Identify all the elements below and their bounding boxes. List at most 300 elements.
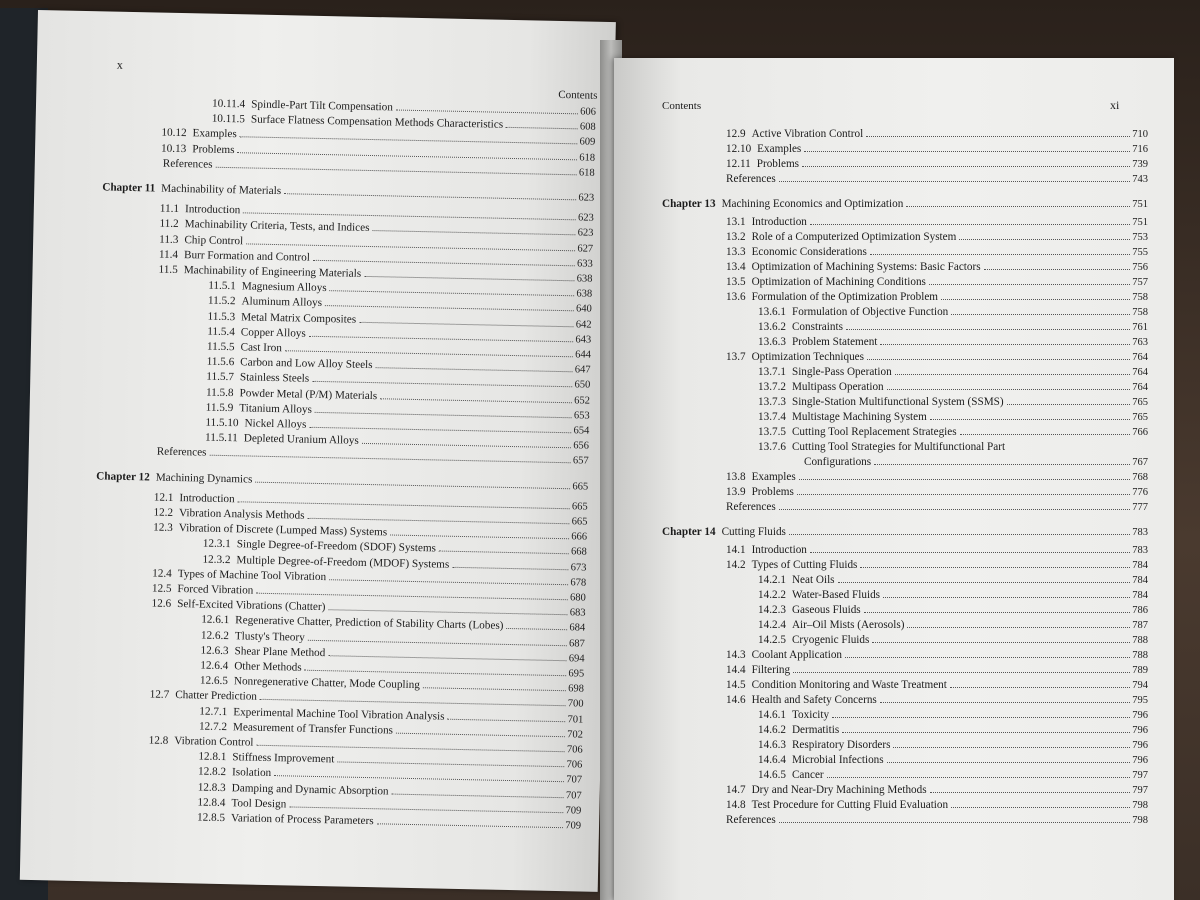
leader-dots	[793, 672, 1130, 673]
entry-title: Examples	[757, 143, 802, 155]
entry-number: 11.5.8	[205, 386, 234, 399]
entry-number: 14.1	[726, 544, 746, 556]
leader-dots	[804, 151, 1130, 152]
entry-page-number: 763	[1132, 337, 1148, 348]
toc-entry	[726, 664, 1148, 677]
entry-page-number: 797	[1132, 785, 1148, 796]
toc-entry	[758, 754, 1148, 767]
entry-page-number: 751	[1132, 217, 1148, 228]
entry-page-number: 606	[580, 106, 597, 118]
leader-dots	[209, 455, 570, 464]
toc-entry	[758, 366, 1148, 379]
entry-title: Cancer	[791, 769, 824, 781]
leader-dots	[864, 612, 1131, 613]
entry-number: 14.7	[726, 784, 746, 796]
toc-entry	[726, 544, 1148, 557]
leader-dots	[380, 398, 572, 403]
entry-page-number: 761	[1132, 322, 1148, 333]
entry-number: 12.4	[152, 567, 172, 580]
entry-number: 13.7.5	[758, 426, 786, 438]
entry-number: Chapter 13	[662, 198, 716, 210]
entry-page-number: 788	[1132, 635, 1148, 646]
entry-title: Types of Machine Tool Vibration	[177, 567, 327, 583]
entry-number: 11.5.5	[206, 340, 235, 354]
entry-number: 12.6.4	[200, 659, 229, 673]
entry-number: 12.5	[151, 582, 172, 595]
entry-page-number: 609	[579, 136, 596, 149]
toc-entry	[758, 321, 1148, 334]
entry-number: 14.6.1	[758, 709, 786, 721]
leader-dots	[797, 494, 1130, 495]
leader-dots	[866, 136, 1130, 137]
entry-page-number: 698	[568, 683, 585, 695]
entry-number: 12.6.2	[200, 629, 230, 642]
entry-title: References	[726, 173, 776, 185]
leader-dots	[396, 110, 578, 115]
entry-page-number: 706	[566, 759, 583, 771]
entry-number: 10.12	[161, 127, 187, 140]
entry-page-number: 665	[571, 501, 588, 513]
entry-title: Coolant Application	[751, 649, 843, 661]
leader-dots	[328, 609, 567, 615]
entry-number: 12.8.1	[198, 750, 227, 764]
entry-page-number: 643	[575, 334, 592, 346]
running-head: Contents	[662, 100, 702, 112]
entry-title: Cutting Tool Replacement Strategies	[791, 426, 957, 438]
toc-entry	[726, 649, 1148, 662]
entry-title: Single-Station Multifunctional System (SSMS)	[791, 396, 1004, 408]
entry-number: 14.6.5	[758, 769, 786, 781]
entry-number: Chapter 14	[662, 526, 716, 538]
leader-dots	[308, 639, 567, 645]
entry-title: Machinability Criteria, Tests, and Indices	[184, 218, 370, 235]
leader-dots	[907, 627, 1130, 628]
leader-dots	[883, 597, 1130, 598]
leader-dots	[941, 299, 1130, 300]
entry-title: Neat Oils	[791, 574, 835, 586]
entry-title: Machinability of Materials	[161, 182, 282, 198]
entry-title: Self-Excited Vibrations (Chatter)	[177, 598, 326, 614]
entry-page-number: 633	[576, 258, 593, 270]
leader-dots	[887, 389, 1131, 390]
entry-page-number: 654	[573, 425, 590, 437]
entry-title: Carbon and Low Alloy Steels	[240, 356, 373, 372]
entry-title: Dry and Near-Dry Machining Methods	[751, 784, 927, 796]
entry-page-number: 764	[1132, 367, 1148, 378]
entry-number: 14.6.2	[758, 724, 786, 736]
leader-dots	[337, 762, 564, 768]
entry-title: References	[726, 501, 776, 513]
entry-title: Introduction	[179, 491, 235, 506]
entry-page-number: 796	[1132, 755, 1148, 766]
entry-number: 11.5.1	[208, 279, 236, 293]
entry-number: 11.5	[158, 263, 178, 276]
leader-dots	[396, 732, 565, 737]
toc-entry	[758, 634, 1148, 647]
entry-page-number: 798	[1132, 815, 1148, 826]
entry-page-number: 638	[576, 288, 593, 300]
entry-number: 12.8.5	[196, 811, 226, 825]
running-head: Contents	[558, 88, 598, 102]
leader-dots	[364, 276, 575, 281]
entry-title: References	[162, 157, 213, 171]
entry-title: Stainless Steels	[239, 371, 310, 386]
toc-entry	[758, 769, 1148, 782]
entry-title: Stiffness Improvement	[232, 751, 335, 766]
entry-page-number: 768	[1132, 472, 1148, 483]
leader-dots	[951, 807, 1130, 808]
entry-number: 10.13	[161, 142, 187, 155]
entry-title: Toxicity	[791, 709, 830, 721]
leader-dots	[305, 670, 567, 676]
entry-title: Aluminum Alloys	[241, 295, 323, 310]
entry-page-number: 764	[1132, 382, 1148, 393]
leader-dots	[390, 535, 569, 540]
leader-dots	[312, 381, 572, 387]
toc-entry	[726, 246, 1148, 259]
entry-title: Vibration Control	[174, 735, 254, 749]
entry-number: Chapter 11	[102, 181, 156, 195]
entry-title: Measurement of Transfer Functions	[232, 721, 394, 737]
entry-page-number: 653	[573, 410, 590, 422]
leader-dots	[802, 166, 1130, 167]
entry-page-number: 623	[577, 227, 594, 240]
leader-dots	[392, 793, 564, 798]
toc-entry	[758, 396, 1148, 409]
entry-page-number: 618	[579, 151, 596, 164]
toc-entry	[726, 158, 1148, 171]
entry-number: 14.3	[726, 649, 746, 661]
leader-dots	[779, 509, 1131, 510]
entry-number: 14.2.5	[758, 634, 786, 646]
entry-title: Types of Cutting Fluids	[751, 559, 858, 571]
entry-title: Cutting Fluids	[721, 526, 786, 538]
entry-number: 11.4	[158, 248, 179, 261]
entry-title: Test Procedure for Cutting Fluid Evaluation	[751, 799, 949, 811]
entry-number: 12.6.1	[201, 613, 230, 627]
entry-number: 12.10	[726, 143, 752, 155]
entry-title: Role of a Computerized Optimization System	[751, 231, 957, 243]
toc-entry	[726, 143, 1148, 156]
leader-dots	[359, 321, 574, 326]
leader-dots	[260, 699, 566, 706]
entry-title: Introduction	[184, 203, 241, 217]
entry-title: Chatter Prediction	[175, 689, 258, 704]
entry-title: Isolation	[231, 766, 272, 780]
entry-page-number: 706	[566, 744, 583, 756]
entry-page-number: 764	[1132, 352, 1148, 363]
leader-dots	[215, 167, 576, 176]
entry-number: 12.8.3	[197, 781, 226, 794]
entry-number: 14.2.1	[758, 574, 786, 586]
entry-page-number: 776	[1132, 487, 1148, 498]
entry-page-number: 765	[1132, 412, 1148, 423]
entry-number: 12.6.3	[200, 644, 229, 657]
toc-entry	[726, 261, 1148, 274]
leader-dots	[880, 344, 1130, 345]
entry-number: 14.5	[726, 679, 746, 691]
toc-entry	[758, 306, 1148, 319]
entry-page-number: 709	[565, 805, 582, 817]
entry-number: 12.8.4	[197, 796, 226, 809]
entry-number: 14.2	[726, 559, 746, 571]
entry-number: 11.1	[159, 202, 180, 216]
entry-number: 14.6.4	[758, 754, 786, 766]
leader-dots	[377, 823, 564, 828]
entry-number: 12.8	[148, 734, 169, 747]
entry-page-number: 798	[1132, 800, 1148, 811]
toc-entry	[726, 291, 1148, 304]
leader-dots	[832, 717, 1130, 718]
leader-dots	[1007, 404, 1131, 405]
entry-page-number: 707	[565, 789, 582, 802]
toc-entry	[758, 411, 1148, 424]
toc-entry	[758, 336, 1148, 349]
entry-title: Introduction	[751, 544, 807, 556]
toc-chapter-entry	[662, 198, 1148, 211]
leader-dots	[506, 127, 578, 130]
leader-dots	[285, 350, 573, 357]
entry-number: 12.1	[153, 491, 174, 504]
entry-title: Economic Considerations	[751, 246, 867, 258]
entry-page-number: 701	[567, 713, 584, 726]
entry-title: Variation of Process Parameters	[230, 812, 374, 828]
entry-title: Filtering	[751, 664, 791, 676]
entry-title: Depleted Uranium Alloys	[243, 432, 359, 447]
entry-number: 13.7.6	[758, 441, 786, 453]
entry-title: Machining Economics and Optimization	[721, 198, 904, 210]
leader-dots	[779, 822, 1131, 823]
entry-title: Nonregenerative Chatter, Mode Coupling	[233, 675, 421, 692]
entry-page-number: 678	[570, 577, 587, 589]
entry-number: 12.8.2	[197, 765, 227, 779]
entry-title: Nickel Alloys	[244, 417, 307, 431]
entry-title: Titanium Alloys	[239, 402, 313, 416]
toc-entry	[758, 589, 1148, 602]
entry-number: 12.7	[149, 688, 170, 702]
toc-entry	[726, 276, 1148, 289]
entry-number: 12.3	[153, 521, 173, 535]
entry-title: Formulation of Objective Function	[791, 306, 949, 318]
entry-page-number: 707	[566, 774, 583, 786]
entry-title: Vibration Analysis Methods	[178, 507, 305, 522]
entry-title: Vibration of Discrete (Lumped Mass) Systems	[178, 522, 388, 539]
entry-number: 11.5.3	[207, 310, 236, 323]
toc-entry	[758, 426, 1148, 439]
entry-title: Tlusty's Theory	[234, 629, 305, 644]
leader-dots	[870, 254, 1130, 255]
entry-title: Multipass Operation	[791, 381, 884, 393]
entry-page-number: 650	[574, 379, 591, 392]
entry-page-number: 783	[1132, 527, 1148, 538]
entry-page-number: 700	[567, 698, 584, 710]
leader-dots	[845, 657, 1130, 658]
toc-entry	[726, 784, 1148, 797]
toc-entry	[726, 128, 1148, 141]
entry-number: 13.3	[726, 246, 746, 258]
entry-number: 12.7.1	[199, 705, 228, 718]
entry-number: 12.11	[726, 158, 751, 170]
entry-title: Problems	[756, 158, 800, 170]
leader-dots	[362, 443, 572, 448]
entry-number: 11.5.6	[206, 355, 235, 369]
entry-title: Gaseous Fluids	[791, 604, 861, 616]
entry-number: 13.7.1	[758, 366, 786, 378]
leader-dots	[860, 567, 1130, 568]
entry-number: 11.5.9	[205, 401, 234, 414]
leader-dots	[284, 193, 576, 200]
toc-entry	[726, 351, 1148, 364]
toc-entry	[758, 709, 1148, 722]
entry-title: Problems	[192, 142, 235, 156]
entry-page-number: 796	[1132, 740, 1148, 751]
leader-dots	[951, 314, 1130, 315]
entry-number: 13.6	[726, 291, 746, 303]
entry-page-number: 796	[1132, 725, 1148, 736]
entry-page-number: 623	[578, 192, 595, 204]
entry-title: Multistage Machining System	[791, 411, 927, 423]
entry-page-number: 758	[1132, 307, 1148, 318]
entry-number: 11.5.10	[205, 416, 239, 430]
toc-entry	[726, 216, 1148, 229]
entry-title: Tool Design	[231, 797, 287, 811]
entry-page-number: 786	[1132, 605, 1148, 616]
entry-page-number: 777	[1132, 502, 1148, 513]
entry-number: 11.5.11	[204, 431, 238, 445]
toc-entry	[726, 559, 1148, 572]
leader-dots	[309, 336, 574, 343]
entry-title: Microbial Infections	[791, 754, 884, 766]
leader-dots	[240, 137, 578, 145]
entry-page-number: 666	[571, 531, 588, 543]
leader-dots	[930, 792, 1131, 793]
leader-dots	[255, 481, 570, 489]
entry-title: Introduction	[751, 216, 807, 228]
entry-number: 13.7.3	[758, 396, 786, 408]
entry-page-number: 608	[579, 121, 596, 133]
leader-dots	[423, 687, 566, 691]
entry-title: Other Methods	[234, 660, 302, 674]
entry-number: 14.2.4	[758, 619, 786, 631]
entry-page-number: 623	[577, 212, 594, 224]
entry-title: Burr Formation and Control	[183, 248, 311, 264]
entry-page-number: 647	[574, 364, 591, 376]
entry-page-number: 739	[1132, 159, 1148, 170]
entry-page-number: 716	[1132, 144, 1148, 155]
entry-page-number: 765	[1132, 397, 1148, 408]
leader-dots	[372, 230, 575, 235]
leader-dots	[447, 718, 565, 721]
leader-dots	[329, 579, 568, 585]
entry-page-number: 652	[574, 394, 591, 407]
entry-title: Problem Statement	[791, 336, 878, 348]
entry-number: 13.7.4	[758, 411, 786, 423]
entry-page-number: 796	[1132, 710, 1148, 721]
toc-entry	[758, 739, 1148, 752]
entry-title: Examples	[192, 127, 237, 141]
leader-dots	[867, 359, 1130, 360]
leader-dots	[874, 464, 1130, 465]
entry-page-number: 743	[1132, 174, 1148, 185]
leader-dots	[256, 745, 564, 752]
toc-entry	[758, 604, 1148, 617]
entry-title: Condition Monitoring and Waste Treatment	[751, 679, 947, 691]
leader-dots	[309, 427, 571, 433]
leader-dots	[256, 593, 568, 601]
entry-title: Respiratory Disorders	[791, 739, 891, 751]
entry-page-number: 618	[578, 167, 595, 179]
entry-number: 13.6.3	[758, 336, 786, 348]
entry-page-number: 755	[1132, 247, 1148, 258]
entry-number: 11.5.4	[207, 325, 235, 338]
entry-number: 13.7	[726, 351, 746, 363]
entry-title: Forced Vibration	[177, 583, 254, 597]
entry-page-number: 789	[1132, 665, 1148, 676]
entry-number: 12.6	[151, 597, 172, 611]
entry-number: 13.1	[726, 216, 746, 228]
leader-dots	[895, 374, 1131, 375]
entry-page-number: 627	[577, 242, 594, 255]
entry-title: Damping and Dynamic Absorption	[231, 781, 389, 798]
toc-entry	[758, 381, 1148, 394]
entry-page-number: 757	[1132, 277, 1148, 288]
leader-dots	[328, 655, 567, 661]
entry-page-number: 695	[568, 668, 585, 680]
leader-dots	[838, 582, 1131, 583]
entry-title: Cast Iron	[240, 341, 282, 355]
entry-page-number: 751	[1132, 199, 1148, 210]
toc-entry	[758, 441, 1148, 454]
leader-dots	[893, 747, 1130, 748]
entry-title: Single-Pass Operation	[791, 366, 892, 378]
page-number: x	[116, 57, 124, 72]
entry-title: References	[156, 445, 207, 460]
entry-number: 11.3	[159, 233, 179, 246]
leader-dots	[906, 206, 1130, 207]
entry-page-number: 656	[573, 440, 590, 452]
toc-entry	[758, 724, 1148, 737]
entry-number: 12.3.1	[202, 537, 231, 551]
toc-entry-continuation	[798, 456, 1148, 469]
leader-dots	[930, 419, 1130, 420]
entry-title: Cryogenic Fluids	[791, 634, 870, 646]
entry-title: Optimization Techniques	[751, 351, 864, 363]
entry-number: 11.5.2	[207, 295, 236, 308]
leader-dots	[789, 534, 1130, 535]
entry-page-number: 684	[569, 622, 586, 634]
entry-number: 14.2.2	[758, 589, 786, 601]
entry-page-number: 783	[1132, 545, 1148, 556]
entry-page-number: 642	[575, 318, 592, 331]
entry-number: 14.2.3	[758, 604, 786, 616]
entry-page-number: 784	[1132, 560, 1148, 571]
entry-number: 13.5	[726, 276, 746, 288]
toc-entry	[726, 814, 1148, 827]
entry-page-number: 694	[568, 653, 585, 665]
leader-dots	[243, 213, 576, 221]
entry-page-number: 709	[565, 820, 582, 832]
leader-dots	[289, 806, 563, 813]
entry-page-number: 644	[575, 349, 592, 361]
leader-dots	[842, 732, 1130, 733]
entry-title: Spindle-Part Tilt Compensation	[251, 98, 394, 114]
leader-dots	[887, 762, 1131, 763]
entry-title: Optimization of Machining Conditions	[751, 276, 926, 288]
entry-title: Machinability of Engineering Materials	[183, 264, 362, 280]
entry-title: Water-Based Fluids	[791, 589, 881, 601]
leader-dots	[950, 687, 1130, 688]
entry-number: 14.6.3	[758, 739, 786, 751]
